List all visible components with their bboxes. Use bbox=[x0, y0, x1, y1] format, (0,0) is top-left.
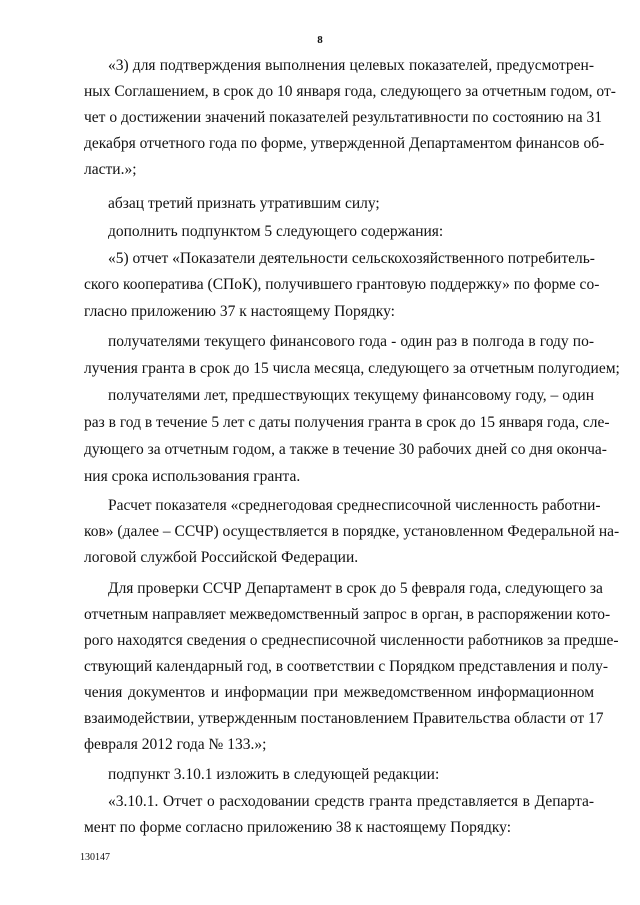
text-line: мент по форме согласно приложению 38 к настоящему Порядку: bbox=[84, 819, 512, 836]
text-line: получателями текущего финансового года - один раз в полгода в году по- bbox=[108, 333, 594, 350]
text-line: чет о достижении значений показателей результативности по состоянию на 31 bbox=[84, 109, 602, 126]
text-line: отчетным направляет межведомственный запрос в орган, в распоряжении кото- bbox=[84, 606, 611, 623]
text-line: «3) для подтверждения выполнения целевых показателей, предусмотрен- bbox=[108, 57, 594, 74]
text-line: ского кооператива (СПоК), получившего грантовую поддержку» по форме со- bbox=[84, 276, 600, 293]
text-line: «5) отчет «Показатели деятельности сельскохозяйственного потребитель- bbox=[108, 250, 595, 267]
text-line: ния срока использования гранта. bbox=[84, 468, 301, 485]
text-line: логовой службой Российской Федерации. bbox=[84, 549, 359, 566]
text-line: ных Соглашением, в срок до 10 января года, следующего за отчетным годом, от- bbox=[84, 83, 616, 100]
text-line: чения документов и информации при межведомственном информационном bbox=[84, 684, 594, 701]
text-line: лучения гранта в срок до 15 числа месяца, следующего за отчетным полугодием; bbox=[84, 360, 620, 377]
text-line: «3.10.1. Отчет о расходовании средств гранта представляется в Департа- bbox=[108, 793, 594, 810]
text-line: дующего за отчетным годом, а также в течение 30 рабочих дней со дня оконча- bbox=[84, 441, 607, 458]
text-line: получателями лет, предшествующих текущему финансовому году, – один bbox=[108, 387, 594, 404]
text-line: гласно приложению 37 к настоящему Порядку: bbox=[84, 303, 395, 320]
text-line: ков» (далее – ССЧР) осуществляется в порядке, установленном Федеральной на- bbox=[84, 523, 620, 540]
text-line: взаимодействии, утвержденным постановлением Правительства области от 17 bbox=[84, 710, 604, 727]
text-line: дополнить подпунктом 5 следующего содержания: bbox=[108, 223, 444, 240]
text-line: раз в год в течение 5 лет с даты получения гранта в срок до 15 января года, сле- bbox=[84, 414, 610, 431]
text-line: абзац третий признать утратившим силу; bbox=[108, 195, 380, 212]
text-line: Для проверки ССЧР Департамент в срок до 5 февраля года, следующего за bbox=[108, 580, 603, 597]
text-line: рого находятся сведения о среднесписочной численности работников за предше- bbox=[84, 632, 619, 649]
text-line: подпункт 3.10.1 изложить в следующей редакции: bbox=[108, 766, 440, 783]
page-number: 8 bbox=[317, 34, 323, 46]
text-line: Расчет показателя «среднегодовая среднесписочной численность работни- bbox=[108, 497, 601, 514]
text-line: ствующий календарный год, в соответствии с Порядком представления и полу- bbox=[84, 658, 609, 675]
document-code: 130147 bbox=[80, 852, 110, 863]
text-line: февраля 2012 года № 133.»; bbox=[84, 736, 267, 753]
text-line: ласти.»; bbox=[84, 161, 137, 178]
text-line: декабря отчетного года по форме, утвержденной Департаментом финансов об- bbox=[84, 135, 605, 152]
